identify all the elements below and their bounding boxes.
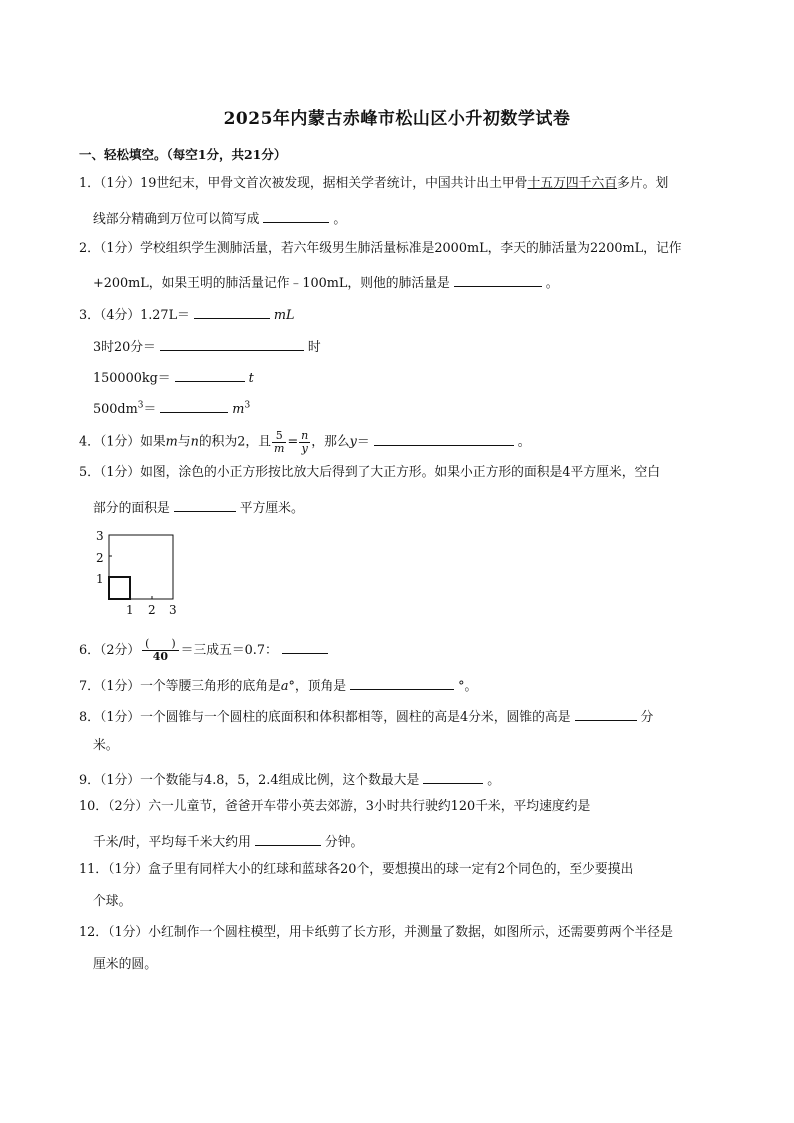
answer-blank-q5[interactable] — [174, 499, 236, 512]
question-3-part-a — [79, 306, 295, 323]
fraction-n-over-y — [299, 430, 310, 454]
fraction-denominator: m — [274, 441, 285, 455]
answer-blank-q9[interactable] — [423, 771, 483, 784]
question-12-line-2: 厘米的圆。 — [93, 957, 157, 972]
question-4-line — [79, 430, 530, 454]
question-3d-equals: ＝ — [143, 402, 157, 417]
question-8-text: 8．（1分）一个圆锥与一个圆柱的底面积和体积都相等，圆柱的高是4分米，圆锥的高是 — [79, 710, 571, 725]
x-tick-label-1: 1 — [126, 603, 134, 617]
question-1-punct: 。 — [333, 212, 347, 227]
y-tick-label-1: 1 — [96, 572, 104, 586]
answer-blank-q6[interactable] — [282, 641, 328, 654]
answer-blank-q7[interactable] — [350, 677, 454, 690]
question-9-text: 9．（1分）一个数能与4.8，5，2.4组成比例，这个数最大是 — [79, 773, 420, 788]
question-2-punct: 。 — [545, 276, 559, 291]
variable-n: n — [190, 434, 199, 450]
question-2-text-2: +200mL，如果王明的肺活量记作﹣100mL，则他的肺活量是 — [93, 276, 450, 291]
y-tick-label-2: 2 — [96, 551, 104, 565]
fraction-denominator: y — [301, 441, 308, 455]
question-3d-text: 500dm — [93, 402, 138, 417]
question-1-line-2 — [93, 210, 346, 227]
question-10-unit: 分钟。 — [324, 835, 364, 850]
page-title: 2025年内蒙古赤峰市松山区小升初数学试卷 — [223, 109, 571, 129]
small-shaded-square — [109, 577, 130, 599]
answer-blank-q3d[interactable] — [160, 400, 228, 413]
question-3a-text: 3．（4分）1.27L＝ — [79, 308, 190, 323]
question-10-text-2: 千米/时，平均每千米大约用 — [93, 835, 251, 850]
question-2-line-1: 2．（1分）学校组织学生测肺活量，若六年级男生肺活量标准是2000mL，李天的肺活量为2200mL，记作 — [79, 241, 682, 256]
question-5-text-2: 部分的面积是 — [93, 501, 170, 516]
question-3d-unit: m — [232, 402, 245, 417]
question-1-text: 1．（1分）19世纪末，甲骨文首次被发现，据相关学者统计，中国共计出土甲骨 — [79, 176, 528, 191]
question-4-text-a: 与 — [177, 434, 191, 450]
question-9-line — [79, 771, 500, 788]
question-10-line-1: 10．（2分）六一儿童节，爸爸开车带小英去郊游，3小时共行驶约120千米，平均速度约是 — [79, 799, 591, 814]
question-3a-unit: mL — [273, 308, 295, 323]
y-tick-label-3: 3 — [96, 529, 104, 543]
answer-blank-q3b[interactable] — [160, 338, 304, 351]
question-1-underlined-number: 十五万四千六百 — [527, 176, 618, 191]
answer-blank-q10[interactable] — [255, 833, 321, 846]
fraction-denominator: 40 — [152, 650, 169, 664]
question-3d-unit-exponent: 3 — [244, 400, 251, 411]
question-3b-text: 3时20分＝ — [93, 340, 156, 355]
question-12-line-1: 12．（1分）小红制作一个圆柱模型，用卡纸剪了长方形，并测量了数据，如图所示，还需要剪两个半径是 — [79, 925, 673, 940]
fraction-numerator: 5 — [272, 430, 286, 443]
question-4-text: 4．（1分）如果 — [79, 434, 166, 450]
equals-sign: = — [287, 434, 299, 450]
question-3d-exponent: 3 — [137, 400, 144, 411]
question-7-degree: °。 — [458, 679, 478, 694]
question-7-text-mid: °，顶角是 — [288, 679, 347, 694]
question-3-part-d — [93, 400, 250, 417]
question-6-line — [79, 638, 332, 663]
fraction-numerator[interactable]: ( ) — [142, 638, 179, 651]
question-5-line-2 — [93, 499, 304, 516]
answer-blank-q1[interactable] — [263, 210, 329, 223]
question-8-unit: 分 — [640, 710, 654, 725]
question-7-line — [79, 677, 477, 694]
question-8-line-2: 米。 — [93, 738, 119, 753]
question-4-text-c: ，那么 — [311, 434, 350, 450]
variable-a: a — [280, 679, 289, 694]
x-tick-label-3: 3 — [169, 603, 177, 617]
variable-m: m — [165, 434, 178, 450]
question-1-text-2: 线部分精确到万位可以简写成 — [93, 212, 260, 227]
question-3c-unit: t — [248, 371, 254, 386]
question-5-text-end: 平方厘米。 — [239, 501, 304, 516]
section-heading: 一、轻松填空。（每空1分，共21分） — [79, 147, 287, 162]
fraction-numerator: n — [301, 429, 309, 442]
answer-blank-q4[interactable] — [374, 433, 514, 446]
fraction-blank-over-40 — [142, 638, 179, 663]
question-3b-unit: 时 — [307, 340, 321, 355]
question-4-text-b: 的积为2，且 — [198, 434, 271, 450]
question-4-punct: 。 — [517, 434, 531, 450]
question-3c-text: 150000kg＝ — [93, 371, 171, 386]
question-11-line-2: 个球。 — [93, 894, 132, 909]
question-6-text: 6．（2分） — [79, 643, 141, 659]
question-6-text-end: ＝三成五＝0.7： — [180, 643, 278, 659]
answer-blank-q8[interactable] — [575, 708, 637, 721]
question-9-punct: 。 — [487, 773, 501, 788]
question-11-line-1: 11．（1分）盒子里有同样大小的红球和蓝球各20个，要想摸出的球一定有2个同色的，至少要摸出 — [79, 862, 634, 877]
fraction-5-over-m — [272, 430, 286, 454]
question-10-line-2 — [93, 833, 363, 850]
answer-blank-q3a[interactable] — [194, 306, 270, 319]
question-7-text: 7．（1分）一个等腰三角形的底角是 — [79, 679, 281, 694]
question-1-line-1 — [79, 178, 668, 191]
question-3-part-c — [93, 369, 254, 386]
answer-blank-q3c[interactable] — [175, 369, 245, 382]
question-1-text-end: 多片。划 — [617, 176, 669, 191]
question-3-part-b — [93, 338, 321, 355]
question-8-line-1 — [79, 708, 653, 725]
question-4-equals: ＝ — [356, 434, 370, 450]
answer-blank-q2[interactable] — [454, 274, 542, 287]
question-5-line-1: 5．（1分）如图，涂色的小正方形按比放大后得到了大正方形。如果小正方形的面积是4平方厘米，空白 — [79, 465, 661, 480]
variable-y: y — [349, 434, 357, 450]
question-2-line-2 — [93, 274, 559, 291]
x-tick-label-2: 2 — [148, 603, 156, 617]
squares-figure — [92, 528, 192, 618]
